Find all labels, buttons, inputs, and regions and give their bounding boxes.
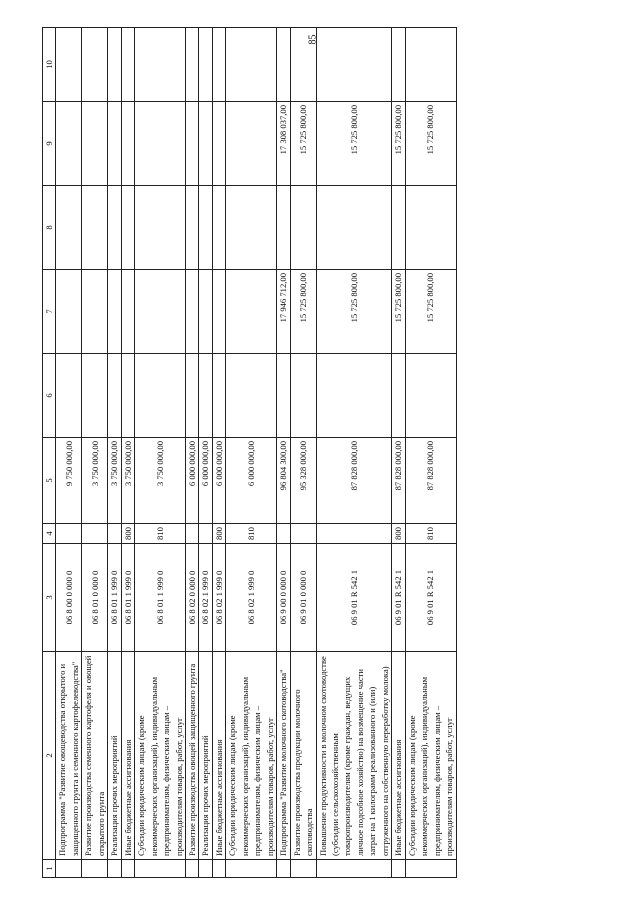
header-cell: 10 xyxy=(43,28,56,102)
item-name-cell: Иные бюджетные ассигнования xyxy=(392,652,405,860)
amount-col10-cell xyxy=(135,28,186,102)
row-number-cell xyxy=(392,860,405,878)
budget-code-cell: 06 8 01 1 999 0 xyxy=(108,544,121,652)
row-number-cell xyxy=(135,860,186,878)
row-number-cell xyxy=(405,860,456,878)
amount-col10-cell xyxy=(108,28,121,102)
amount-col10-cell xyxy=(316,28,392,102)
expense-type-cell xyxy=(290,524,316,544)
header-cell: 1 xyxy=(43,860,56,878)
table-row xyxy=(121,28,134,878)
item-name-cell: Субсидии юридическим лицам (кроме некоммерческих организаций), индивидуальным предпринимателям, физическим лицам – производителям товаров, работ, услуг xyxy=(135,652,186,860)
amount-col5-cell: 95 328 000,00 xyxy=(290,438,316,524)
amount-col5-cell: 87 828 000,00 xyxy=(392,438,405,524)
item-name-cell: Развитие производства овощей защищенного грунта xyxy=(185,652,198,860)
budget-code-cell: 06 8 01 0 000 0 xyxy=(82,544,108,652)
amount-col9-cell xyxy=(226,102,277,186)
amount-col7-cell xyxy=(226,270,277,354)
budget-code-cell: 06 9 01 R 542 1 xyxy=(405,544,456,652)
amount-col7-cell xyxy=(185,270,198,354)
expense-type-cell: 810 xyxy=(226,524,277,544)
amount-col8-cell xyxy=(56,186,82,270)
expense-type-cell xyxy=(316,524,392,544)
item-name-cell: Подпрограмма "Развитие молочного скотоводства" xyxy=(277,652,290,860)
table-row xyxy=(290,28,316,878)
amount-col7-cell xyxy=(212,270,225,354)
amount-col6-cell xyxy=(199,354,212,438)
expense-type-cell xyxy=(108,524,121,544)
table-row xyxy=(199,28,212,878)
amount-col10-cell xyxy=(82,28,108,102)
amount-col5-cell: 3 750 000,00 xyxy=(82,438,108,524)
amount-col8-cell xyxy=(226,186,277,270)
header-cell: 4 xyxy=(43,524,56,544)
amount-col7-cell: 15 725 800,00 xyxy=(316,270,392,354)
amount-col9-cell xyxy=(185,102,198,186)
table-row xyxy=(135,28,186,878)
amount-col5-cell: 6 000 000,00 xyxy=(185,438,198,524)
amount-col7-cell xyxy=(82,270,108,354)
rotated-page-content xyxy=(42,28,582,878)
table-row xyxy=(212,28,225,878)
amount-col8-cell xyxy=(392,186,405,270)
amount-col6-cell xyxy=(226,354,277,438)
item-name-cell: Субсидии юридическим лицам (кроме некоммерческих организаций), индивидуальным предпринимателям, физическим лицам – производителям товаров, работ, услуг xyxy=(226,652,277,860)
amount-col6-cell xyxy=(82,354,108,438)
amount-col5-cell: 3 750 000,00 xyxy=(108,438,121,524)
amount-col9-cell: 15 725 800,00 xyxy=(316,102,392,186)
item-name-cell: Иные бюджетные ассигнования xyxy=(212,652,225,860)
amount-col9-cell xyxy=(135,102,186,186)
amount-col7-cell xyxy=(135,270,186,354)
amount-col9-cell xyxy=(56,102,82,186)
amount-col9-cell xyxy=(108,102,121,186)
header-cell: 9 xyxy=(43,102,56,186)
amount-col6-cell xyxy=(392,354,405,438)
budget-code-cell: 06 9 01 0 000 0 xyxy=(290,544,316,652)
header-cell: 5 xyxy=(43,438,56,524)
amount-col8-cell xyxy=(277,186,290,270)
row-number-cell xyxy=(56,860,82,878)
budget-code-cell: 06 8 02 1 999 0 xyxy=(226,544,277,652)
table-row xyxy=(185,28,198,878)
item-name-cell: Реализация прочих мероприятий xyxy=(108,652,121,860)
amount-col6-cell xyxy=(135,354,186,438)
table-row xyxy=(392,28,405,878)
amount-col5-cell: 9 750 000,00 xyxy=(56,438,82,524)
item-name-cell: Иные бюджетные ассигнования xyxy=(121,652,134,860)
amount-col5-cell: 96 804 300,00 xyxy=(277,438,290,524)
amount-col8-cell xyxy=(316,186,392,270)
amount-col10-cell xyxy=(56,28,82,102)
expense-type-cell: 800 xyxy=(392,524,405,544)
amount-col10-cell xyxy=(226,28,277,102)
amount-col8-cell xyxy=(135,186,186,270)
amount-col7-cell xyxy=(108,270,121,354)
amount-col9-cell xyxy=(121,102,134,186)
amount-col5-cell: 6 000 000,00 xyxy=(212,438,225,524)
amount-col8-cell xyxy=(108,186,121,270)
amount-col9-cell xyxy=(212,102,225,186)
row-number-cell xyxy=(277,860,290,878)
item-name-cell: Повышение продуктивности в молочном скотоводстве (субсидии сельскохозяйственным товаропроизводителям (кроме граждан, ведущих личное подсобное хозяйство) на возмещение части затрат на 1 килограмм реализованного и (или) отгруженного на собственную переработку молока) xyxy=(316,652,392,860)
budget-code-cell: 06 8 02 0 000 0 xyxy=(185,544,198,652)
table-row xyxy=(316,28,392,878)
header-cell: 3 xyxy=(43,544,56,652)
amount-col7-cell: 17 946 712,00 xyxy=(277,270,290,354)
budget-code-cell: 06 8 01 1 999 0 xyxy=(121,544,134,652)
expense-type-cell: 800 xyxy=(121,524,134,544)
amount-col10-cell xyxy=(185,28,198,102)
table-row xyxy=(405,28,456,878)
amount-col10-cell xyxy=(290,28,316,102)
amount-col9-cell: 15 725 800,00 xyxy=(405,102,456,186)
amount-col5-cell: 6 000 000,00 xyxy=(226,438,277,524)
budget-table xyxy=(42,27,457,878)
amount-col9-cell: 15 725 800,00 xyxy=(392,102,405,186)
expense-type-cell xyxy=(277,524,290,544)
budget-code-cell: 06 8 01 1 999 0 xyxy=(135,544,186,652)
expense-type-cell: 810 xyxy=(135,524,186,544)
amount-col8-cell xyxy=(199,186,212,270)
expense-type-cell xyxy=(199,524,212,544)
item-name-cell: Субсидии юридическим лицам (кроме некоммерческих организаций), индивидуальным предпринимателям, физическим лицам – производителям товаров, работ, услуг xyxy=(405,652,456,860)
amount-col5-cell: 3 750 000,00 xyxy=(135,438,186,524)
amount-col8-cell xyxy=(212,186,225,270)
row-number-cell xyxy=(290,860,316,878)
amount-col10-cell xyxy=(392,28,405,102)
amount-col6-cell xyxy=(108,354,121,438)
amount-col10-cell xyxy=(405,28,456,102)
budget-code-cell: 06 8 00 0 000 0 xyxy=(56,544,82,652)
amount-col7-cell xyxy=(56,270,82,354)
amount-col8-cell xyxy=(82,186,108,270)
amount-col8-cell xyxy=(185,186,198,270)
row-number-cell xyxy=(82,860,108,878)
amount-col7-cell: 15 725 800,00 xyxy=(290,270,316,354)
table-row xyxy=(56,28,82,878)
row-number-cell xyxy=(226,860,277,878)
table-row xyxy=(226,28,277,878)
amount-col7-cell xyxy=(121,270,134,354)
header-cell: 7 xyxy=(43,270,56,354)
amount-col6-cell xyxy=(185,354,198,438)
amount-col7-cell: 15 725 800,00 xyxy=(392,270,405,354)
expense-type-cell: 810 xyxy=(405,524,456,544)
amount-col8-cell xyxy=(121,186,134,270)
amount-col10-cell xyxy=(277,28,290,102)
amount-col6-cell xyxy=(316,354,392,438)
amount-col6-cell xyxy=(56,354,82,438)
header-cell: 8 xyxy=(43,186,56,270)
amount-col5-cell: 87 828 000,00 xyxy=(405,438,456,524)
amount-col6-cell xyxy=(277,354,290,438)
amount-col6-cell xyxy=(212,354,225,438)
amount-col5-cell: 87 828 000,00 xyxy=(316,438,392,524)
expense-type-cell xyxy=(56,524,82,544)
amount-col6-cell xyxy=(405,354,456,438)
amount-col5-cell: 6 000 000,00 xyxy=(199,438,212,524)
amount-col8-cell xyxy=(405,186,456,270)
expense-type-cell: 800 xyxy=(212,524,225,544)
item-name-cell: Реализация прочих мероприятий xyxy=(199,652,212,860)
row-number-cell xyxy=(199,860,212,878)
amount-col9-cell: 17 308 037,00 xyxy=(277,102,290,186)
expense-type-cell xyxy=(82,524,108,544)
item-name-cell: Подпрограмма "Развитие овощеводства открытого и защищенного грунта и семенного картофелеводства" xyxy=(56,652,82,860)
item-name-cell: Развитие производства продукции молочного скотоводства xyxy=(290,652,316,860)
table-row xyxy=(108,28,121,878)
budget-code-cell: 06 9 01 R 542 1 xyxy=(392,544,405,652)
table-row xyxy=(277,28,290,878)
table-row xyxy=(82,28,108,878)
header-cell: 2 xyxy=(43,652,56,860)
row-number-cell xyxy=(212,860,225,878)
row-number-cell xyxy=(185,860,198,878)
item-name-cell: Развитие производства семенного картофеля и овощей открытого грунта xyxy=(82,652,108,860)
header-row xyxy=(43,28,56,878)
row-number-cell xyxy=(108,860,121,878)
header-cell: 6 xyxy=(43,354,56,438)
amount-col8-cell xyxy=(290,186,316,270)
amount-col9-cell xyxy=(199,102,212,186)
amount-col7-cell: 15 725 800,00 xyxy=(405,270,456,354)
amount-col5-cell: 3 750 000,00 xyxy=(121,438,134,524)
amount-col7-cell xyxy=(199,270,212,354)
budget-code-cell: 06 8 02 1 999 0 xyxy=(199,544,212,652)
amount-col6-cell xyxy=(290,354,316,438)
budget-code-cell: 06 8 02 1 999 0 xyxy=(212,544,225,652)
amount-col9-cell: 15 725 800,00 xyxy=(290,102,316,186)
amount-col6-cell xyxy=(121,354,134,438)
amount-col10-cell xyxy=(121,28,134,102)
page-number: 85 xyxy=(307,34,319,45)
expense-type-cell xyxy=(185,524,198,544)
budget-code-cell: 06 9 00 0 000 0 xyxy=(277,544,290,652)
amount-col10-cell xyxy=(212,28,225,102)
budget-code-cell: 06 9 01 R 542 1 xyxy=(316,544,392,652)
row-number-cell xyxy=(316,860,392,878)
amount-col9-cell xyxy=(82,102,108,186)
row-number-cell xyxy=(121,860,134,878)
amount-col10-cell xyxy=(199,28,212,102)
